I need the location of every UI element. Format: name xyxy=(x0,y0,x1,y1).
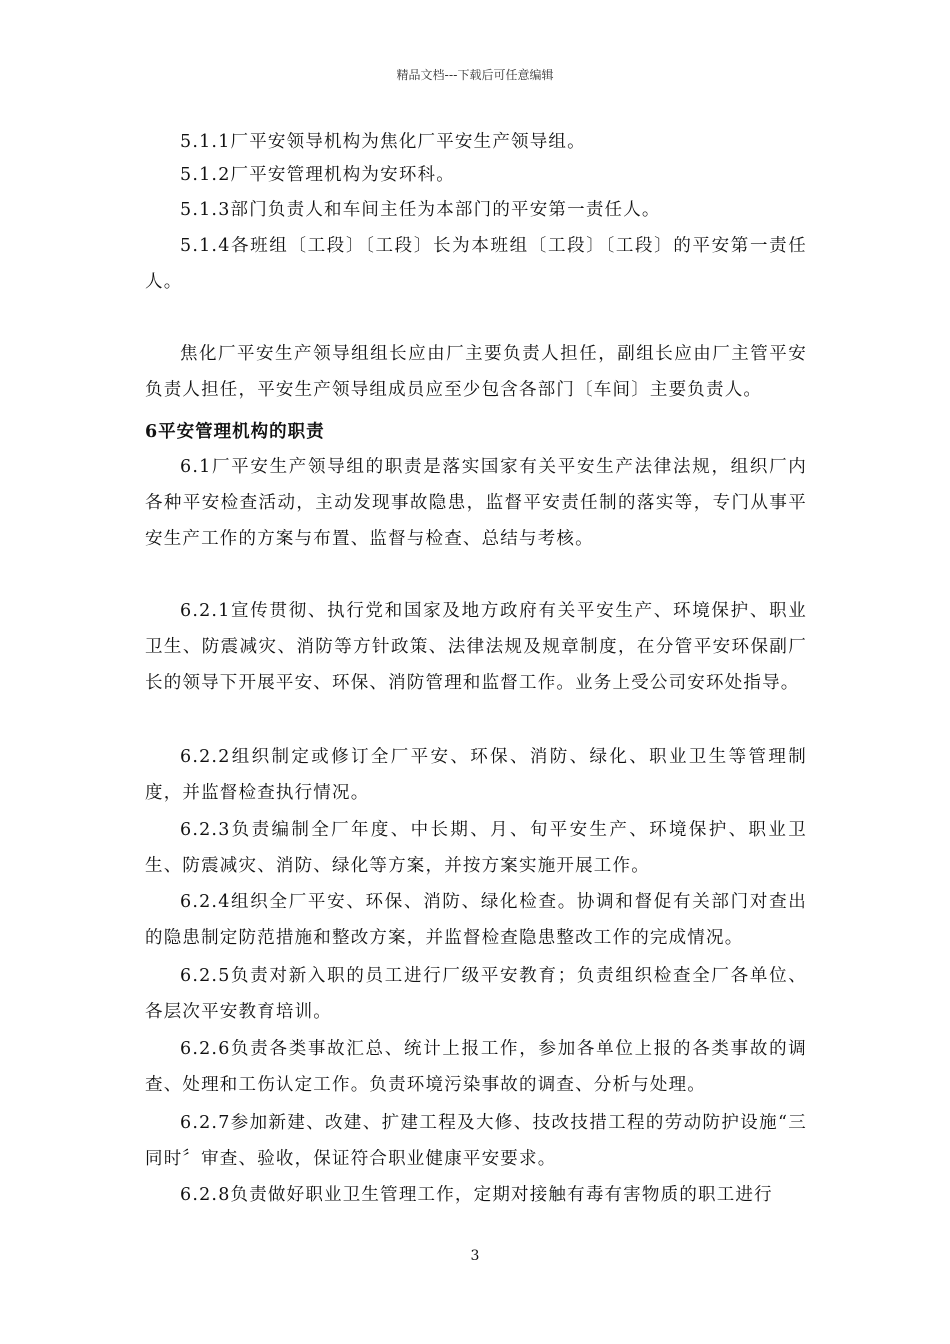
paragraph-6-2-7: 6.2.7参加新建、改建、扩建工程及大修、技改技措工程的劳动防护设施“三同时〞审查、验收，保证符合职业健康平安要求。 xyxy=(145,1113,807,1169)
page-header: 精品文档---下载后可任意编辑 xyxy=(396,68,554,82)
paragraph-6-2-4: 6.2.4组织全厂平安、环保、消防、绿化检查。协调和督促有关部门对查出的隐患制定防范措施和整改方案，并监督检查隐患整改工作的完成情况。 xyxy=(145,892,807,948)
paragraph-6-2-1: 6.2.1宣传贯彻、执行党和国家及地方政府有关平安生产、环境保护、职业卫生、防震减灾、消防等方针政策、法律法规及规章制度，在分管平安环保副厂长的领导下开展平安、环保、消防管理和监督工作。业务上受公司安环处指导。 xyxy=(145,601,807,693)
paragraph-leader-group: 焦化厂平安生产领导组组长应由厂主要负责人担任，副组长应由厂主管平安负责人担任，平安生产领导组成员应至少包含各部门〔车间〕主要负责人。 xyxy=(145,344,807,400)
paragraph-6-2-8: 6.2.8负责做好职业卫生管理工作，定期对接触有毒有害物质的职工进行 xyxy=(180,1185,773,1205)
page-number: 3 xyxy=(470,1248,480,1264)
paragraph-5-1-4: 5.1.4各班组〔工段〕〔工段〕长为本班组〔工段〕〔工段〕的平安第一责任人。 xyxy=(145,236,807,292)
paragraph-5-1-3: 5.1.3部门负责人和车间主任为本部门的平安第一责任人。 xyxy=(180,200,661,220)
paragraph-6-2-2: 6.2.2组织制定或修订全厂平安、环保、消防、绿化、职业卫生等管理制度，并监督检查执行情况。 xyxy=(145,747,807,803)
paragraph-6-2-6: 6.2.6负责各类事故汇总、统计上报工作，参加各单位上报的各类事故的调查、处理和工伤认定工作。负责环境污染事故的调查、分析与处理。 xyxy=(145,1039,807,1095)
paragraph-6-2-5: 6.2.5负责对新入职的员工进行厂级平安教育；负责组织检查全厂各单位、各层次平安教育培训。 xyxy=(145,966,807,1022)
paragraph-6-2-3: 6.2.3负责编制全厂年度、中长期、月、旬平安生产、环境保护、职业卫生、防震减灾、消防、绿化等方案，并按方案实施开展工作。 xyxy=(145,820,807,876)
paragraph-5-1-2: 5.1.2厂平安管理机构为安环科。 xyxy=(180,165,455,185)
section-heading-6: 6平安管理机构的职责 xyxy=(145,422,325,442)
paragraph-5-1-1: 5.1.1厂平安领导机构为焦化厂平安生产领导组。 xyxy=(180,132,586,152)
paragraph-6-1: 6.1厂平安生产领导组的职责是落实国家有关平安生产法律法规，组织厂内各种平安检查活动，主动发现事故隐患，监督平安责任制的落实等，专门从事平安生产工作的方案与布置、监督与检查、总结与考核。 xyxy=(145,457,807,549)
